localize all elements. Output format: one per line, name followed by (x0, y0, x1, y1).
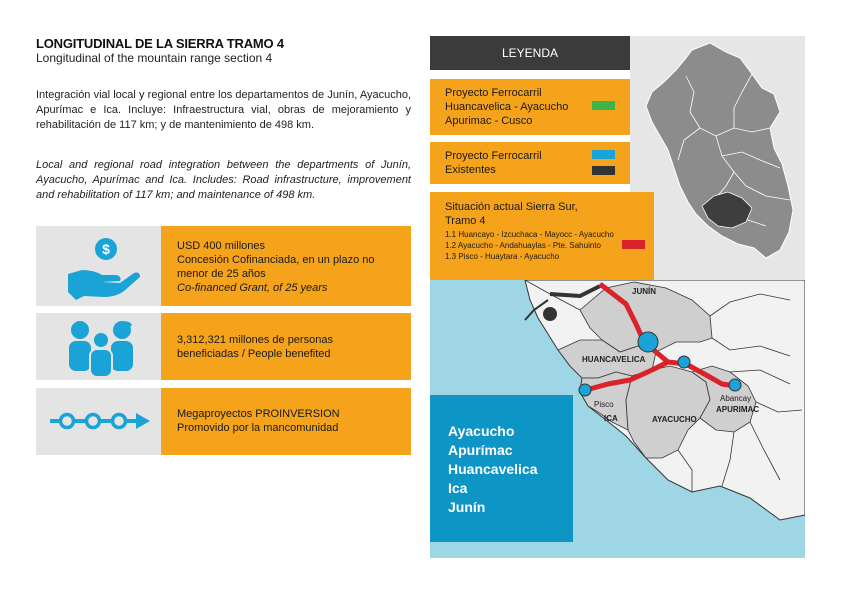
fact-funding-term: menor de 25 años (177, 268, 266, 280)
map-label-huancavelica: HUANCAVELICA (582, 355, 646, 364)
fact-card-projects (161, 388, 411, 455)
fact-card-funding (161, 226, 411, 306)
fact-icon-box-funding (36, 226, 161, 306)
legend-item-current-situation (430, 192, 654, 280)
legend-item-existing-railway (430, 142, 630, 184)
fact-icon-box-projects (36, 388, 161, 455)
legend-existing-railway-line1: Proyecto Ferrocarril (445, 150, 542, 162)
legend-situation-title2: Tramo 4 (445, 215, 486, 227)
page-title: LONGITUDINAL DE LA SIERRA TRAMO 4 (36, 36, 284, 51)
map-label-abancay: Abancay (720, 394, 752, 403)
region-ayacucho: Ayacucho (448, 423, 515, 439)
description-english: Local and regional road integration between the departments of Junín, Ayacucho, Apurímac and Ica. Includes: Road infrastructure, improvement and rehabilitation of 117 km; and maintenance of 498 km. (36, 159, 411, 201)
peru-outline-icon (630, 36, 805, 280)
region-huancavelica: Huancavelica (448, 461, 538, 477)
region-junin: Junín (448, 499, 486, 515)
fact-people-label: beneficiadas / People benefited (177, 348, 331, 360)
legend-swatch-dark (592, 166, 615, 175)
progress-arrow-icon (36, 388, 161, 455)
fact-funding-concession: Concesión Cofinanciada, en un plazo no (177, 254, 375, 266)
legend-swatch-red (622, 240, 645, 249)
fact-projects-promoter: Promovido por la mancomunidad (177, 422, 339, 434)
regions-list-box (430, 395, 573, 542)
svg-text:$: $ (102, 241, 110, 257)
fact-people-count: 3,312,321 millones de personas (177, 334, 333, 346)
map-label-junin: JUNÍN (632, 287, 657, 296)
fact-funding-english: Co-financed Grant, of 25 years (177, 282, 328, 294)
legend-swatch-blue (592, 150, 615, 159)
map-label-pisco: Pisco (594, 400, 614, 409)
legend-railway-project-line2: Huancavelica - Ayacucho (445, 101, 569, 113)
map-label-apurimac: APURIMAC (716, 405, 760, 414)
map-label-ayacucho: AYACUCHO (652, 415, 697, 424)
legend-swatch-green (592, 101, 615, 110)
region-apurimac: Apurímac (448, 442, 513, 458)
money-hand-icon (36, 226, 161, 306)
fact-projects-title: Megaproyectos PROINVERSION (177, 408, 340, 420)
map-label-ica: ICA (604, 414, 618, 423)
legend-situation-title1: Situación actual Sierra Sur, (445, 201, 578, 213)
region-ica: Ica (448, 480, 468, 496)
fact-icon-box-people (36, 313, 161, 380)
legend-railway-project-line1: Proyecto Ferrocarril (445, 87, 542, 99)
legend-item-railway-project (430, 79, 630, 135)
legend-route-1-3: 1.3 Pisco - Huaytara - Ayacucho (445, 252, 560, 261)
legend-route-1-2: 1.2 Ayacucho - Andahuaylas - Pte. Sahuinto (445, 241, 601, 250)
legend-route-1-1: 1.1 Huancayo - Izcuchaca - Mayocc - Ayacucho (445, 230, 614, 239)
peru-overview-map (630, 36, 805, 280)
fact-funding-amount: USD 400 millones (177, 240, 266, 252)
legend-title: LEYENDA (430, 36, 630, 70)
description-spanish: Integración vial local y regional entre los departamentos de Junín, Ayacucho, Apurímac e Ica. Incluye: Infraestructura vial, obras de mejoramiento y rehabilitación de 117 km; y de mantenimiento de 498 km. (36, 89, 411, 131)
legend-railway-project-line3: Apurimac - Cusco (445, 115, 533, 127)
legend-existing-railway-line2: Existentes (445, 164, 496, 176)
page-subtitle: Longitudinal of the mountain range section 4 (36, 51, 273, 65)
people-group-icon (36, 313, 161, 380)
fact-card-people (161, 313, 411, 380)
